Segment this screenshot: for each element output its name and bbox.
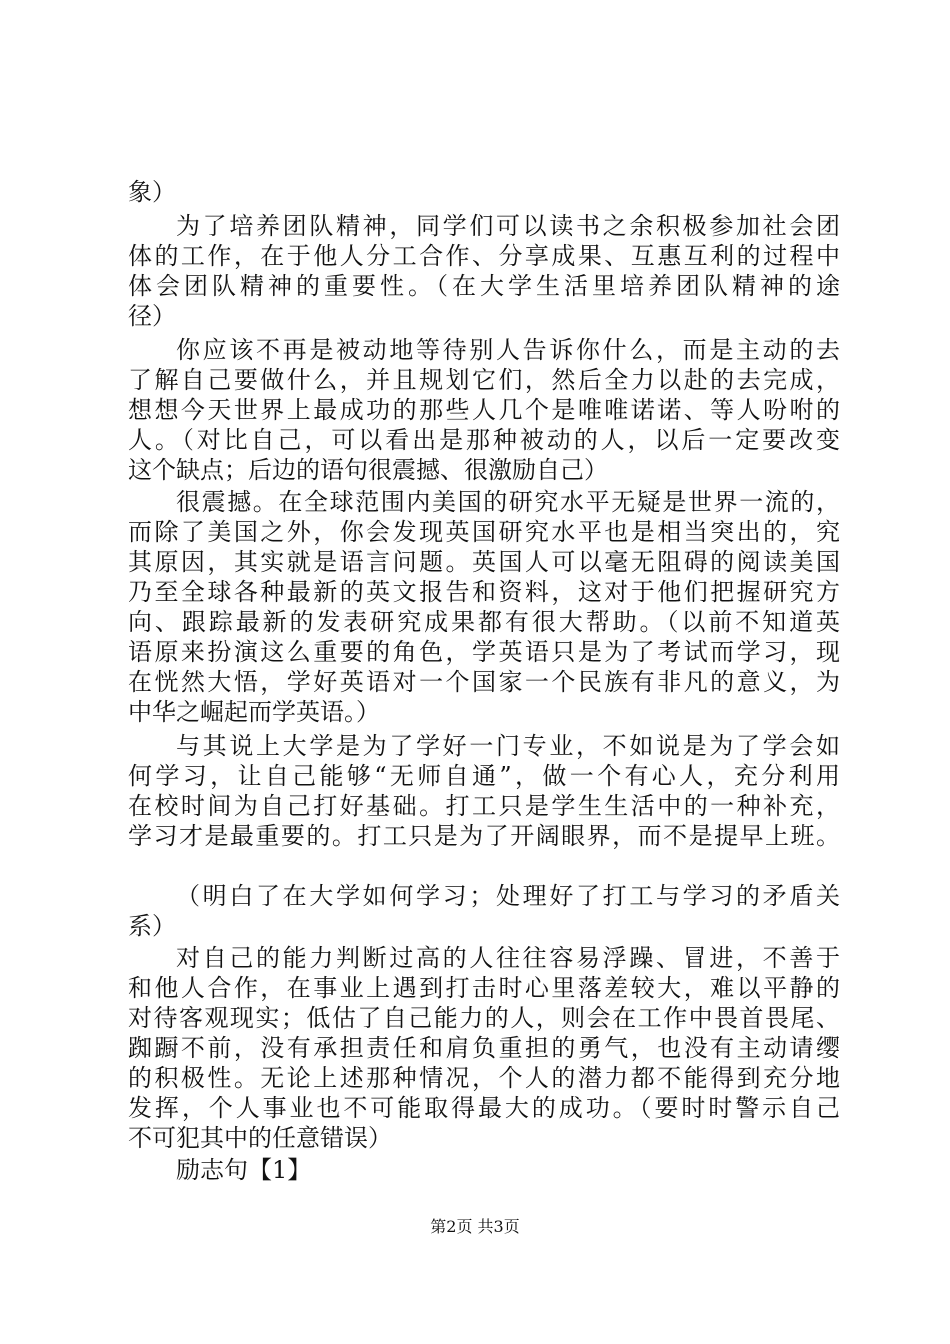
text-line: 乃至全球各种最新的英文报告和资料，这对于他们把握研究方 bbox=[128, 578, 840, 606]
text-line: 发挥，个人事业也不可能取得最大的成功。（要时时警示自己 bbox=[128, 1094, 840, 1122]
text-line: 不可犯其中的任意错误） bbox=[128, 1124, 392, 1152]
text-line: 向、跟踪最新的发表研究成果都有很大帮助。（以前不知道英 bbox=[128, 608, 840, 636]
section-heading: 励志句【1】 bbox=[176, 1156, 312, 1184]
text-line: 体的工作，在于他人分工合作、分享成果、互惠互利的过程中 bbox=[128, 242, 840, 270]
paragraph-first-line: 为了培养团队精神，同学们可以读书之余积极参加社会团 bbox=[176, 212, 840, 240]
text-line: 这个缺点；后边的语句很震撼、很激励自己） bbox=[128, 456, 608, 484]
paragraph-first-line: 你应该不再是被动地等待别人告诉你什么，而是主动的去 bbox=[176, 336, 840, 364]
text-line: 而除了美国之外，你会发现英国研究水平也是相当突出的，究 bbox=[128, 518, 840, 546]
text-line: 踟蹰不前，没有承担责任和肩负重担的勇气，也没有主动请缨 bbox=[128, 1034, 840, 1062]
page-footer: 第2页 共3页 bbox=[430, 1217, 520, 1236]
text-line: 中华之崛起而学英语。） bbox=[128, 698, 380, 726]
text-line: 人。（对比自己，可以看出是那种被动的人，以后一定要改变 bbox=[128, 426, 840, 454]
text-line: 径） bbox=[128, 302, 176, 330]
text-line: 系） bbox=[128, 912, 176, 940]
text-line: 对待客观现实；低估了自己能力的人，则会在工作中畏首畏尾、 bbox=[128, 1004, 840, 1032]
text-line: 学习才是最重要的。打工只是为了开阔眼界，而不是提早上班。 bbox=[128, 822, 840, 850]
text-line: 在恍然大悟，学好英语对一个国家一个民族有非凡的意义，为 bbox=[128, 668, 840, 696]
text-line: 在校时间为自己打好基础。打工只是学生生活中的一种补充， bbox=[128, 792, 840, 820]
paragraph-first-line: 很震撼。在全球范围内美国的研究水平无疑是世界一流的， bbox=[176, 488, 840, 516]
text-line: 其原因，其实就是语言问题。英国人可以毫无阻碍的阅读美国 bbox=[128, 548, 840, 576]
text-line: 的积极性。无论上述那种情况，个人的潜力都不能得到充分地 bbox=[128, 1064, 840, 1092]
text-line: 象） bbox=[128, 178, 176, 206]
paragraph-first-line: 与其说上大学是为了学好一门专业，不如说是为了学会如 bbox=[176, 732, 840, 760]
text-line: 想想今天世界上最成功的那些人几个是唯唯诺诺、等人吩咐的 bbox=[128, 396, 840, 424]
text-line: 体会团队精神的重要性。（在大学生活里培养团队精神的途 bbox=[128, 272, 840, 300]
paragraph-first-line: 对自己的能力判断过高的人往往容易浮躁、冒进，不善于 bbox=[176, 944, 840, 972]
text-line: 了解自己要做什么，并且规划它们，然后全力以赴的去完成， bbox=[128, 366, 840, 394]
text-line: 语原来扮演这么重要的角色，学英语只是为了考试而学习，现 bbox=[128, 638, 840, 666]
paragraph-first-line: （明白了在大学如何学习；处理好了打工与学习的矛盾关 bbox=[176, 882, 840, 910]
text-line: 何学习，让自己能够“无师自通”，做一个有心人，充分利用 bbox=[128, 762, 840, 790]
text-line: 和他人合作，在事业上遇到打击时心里落差较大，难以平静的 bbox=[128, 974, 840, 1002]
